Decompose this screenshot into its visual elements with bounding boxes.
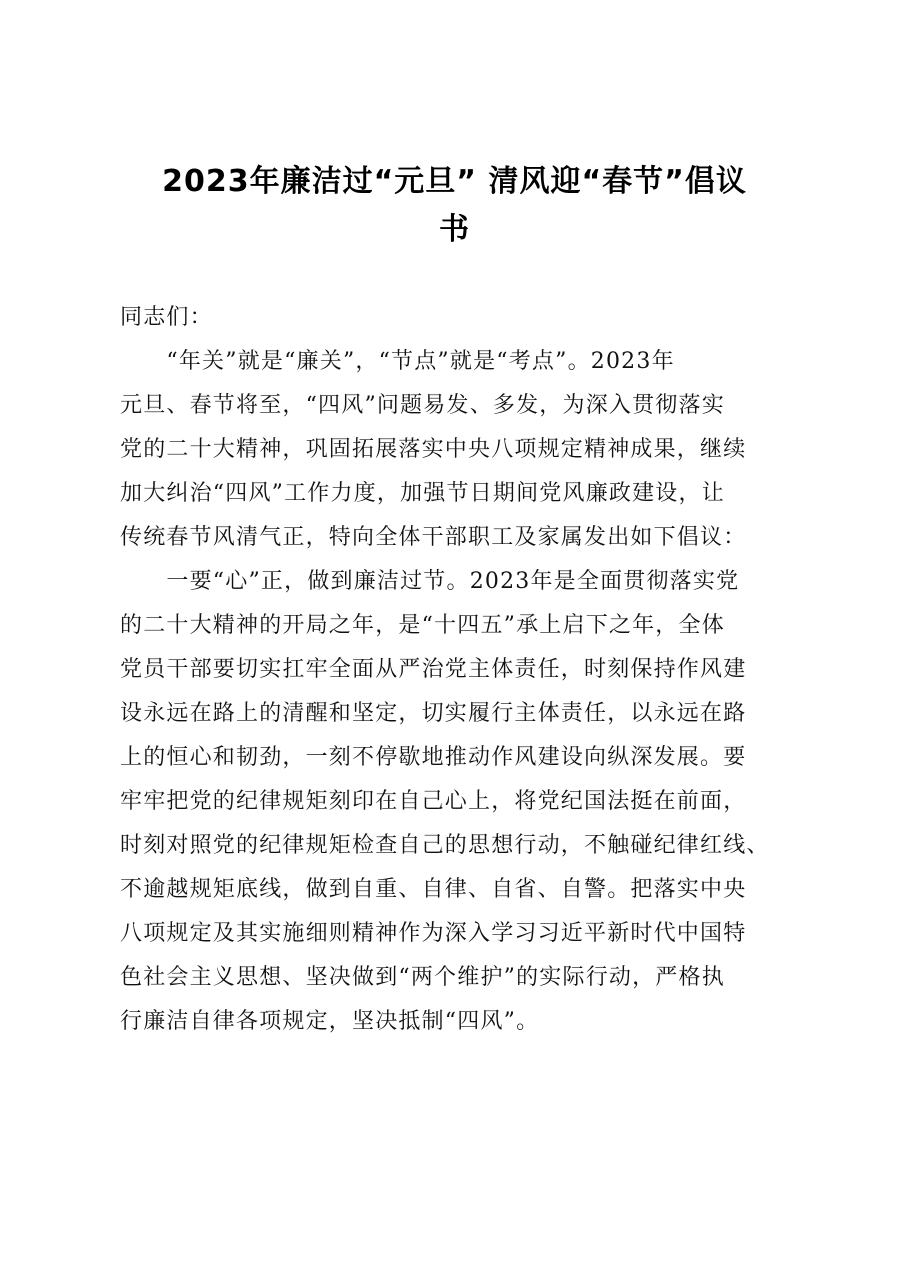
paragraph-line: 一要“心”正，做到廉洁过节。2023年是全面贯彻落实党 — [120, 569, 740, 594]
paragraph-line: 时刻对照党的纪律规矩检查自己的思想行动，不触碰纪律红线、 — [120, 833, 770, 858]
document-title — [100, 158, 809, 254]
paragraph-line: 色社会主义思想、坚决做到“两个维护”的实际行动，严格执 — [120, 965, 725, 990]
paragraph-line: 加大纠治“四风”工作力度，加强节日期间党风廉政建设，让 — [120, 481, 725, 506]
paragraph-line: “年关”就是“廉关”，“节点”就是“考点”。2023年 — [120, 349, 675, 374]
paragraph-line: 设永远在路上的清醒和坚定，切实履行主体责任，以永远在路 — [120, 701, 747, 726]
paragraph-line: 传统春节风清气正，特向全体干部职工及家属发出如下倡议： — [120, 525, 747, 550]
paragraph-1 — [120, 340, 810, 560]
greeting: 同志们： — [120, 305, 213, 330]
paragraph-line: 牢牢把党的纪律规矩刻印在自己心上，将党纪国法挺在前面， — [120, 789, 747, 814]
paragraph-line: 八项规定及其实施细则精神作为深入学习习近平新时代中国特 — [120, 921, 747, 946]
paragraph-line: 上的恒心和韧劲，一刻不停歇地推动作风建设向纵深发展。要 — [120, 745, 747, 770]
title-line-2: 书 — [439, 212, 470, 247]
title-line-1: 2023年廉洁过“元旦” 清风迎“春节”倡议 — [162, 164, 747, 199]
paragraph-line: 党的二十大精神，巩固拓展落实中央八项规定精神成果，继续 — [120, 437, 747, 462]
document-body — [120, 296, 810, 1044]
paragraph-line: 元旦、春节将至，“四风”问题易发、多发，为深入贯彻落实 — [120, 393, 725, 418]
paragraph-line: 的二十大精神的开局之年，是“十四五”承上启下之年，全体 — [120, 613, 725, 638]
paragraph-line: 不逾越规矩底线，做到自重、自律、自省、自警。把落实中央 — [120, 877, 747, 902]
paragraph-line: 党员干部要切实扛牢全面从严治党主体责任，时刻保持作风建 — [120, 657, 747, 682]
paragraph-2 — [120, 560, 810, 1044]
paragraph-line: 行廉洁自律各项规定，坚决抵制“四风”。 — [120, 1009, 540, 1034]
